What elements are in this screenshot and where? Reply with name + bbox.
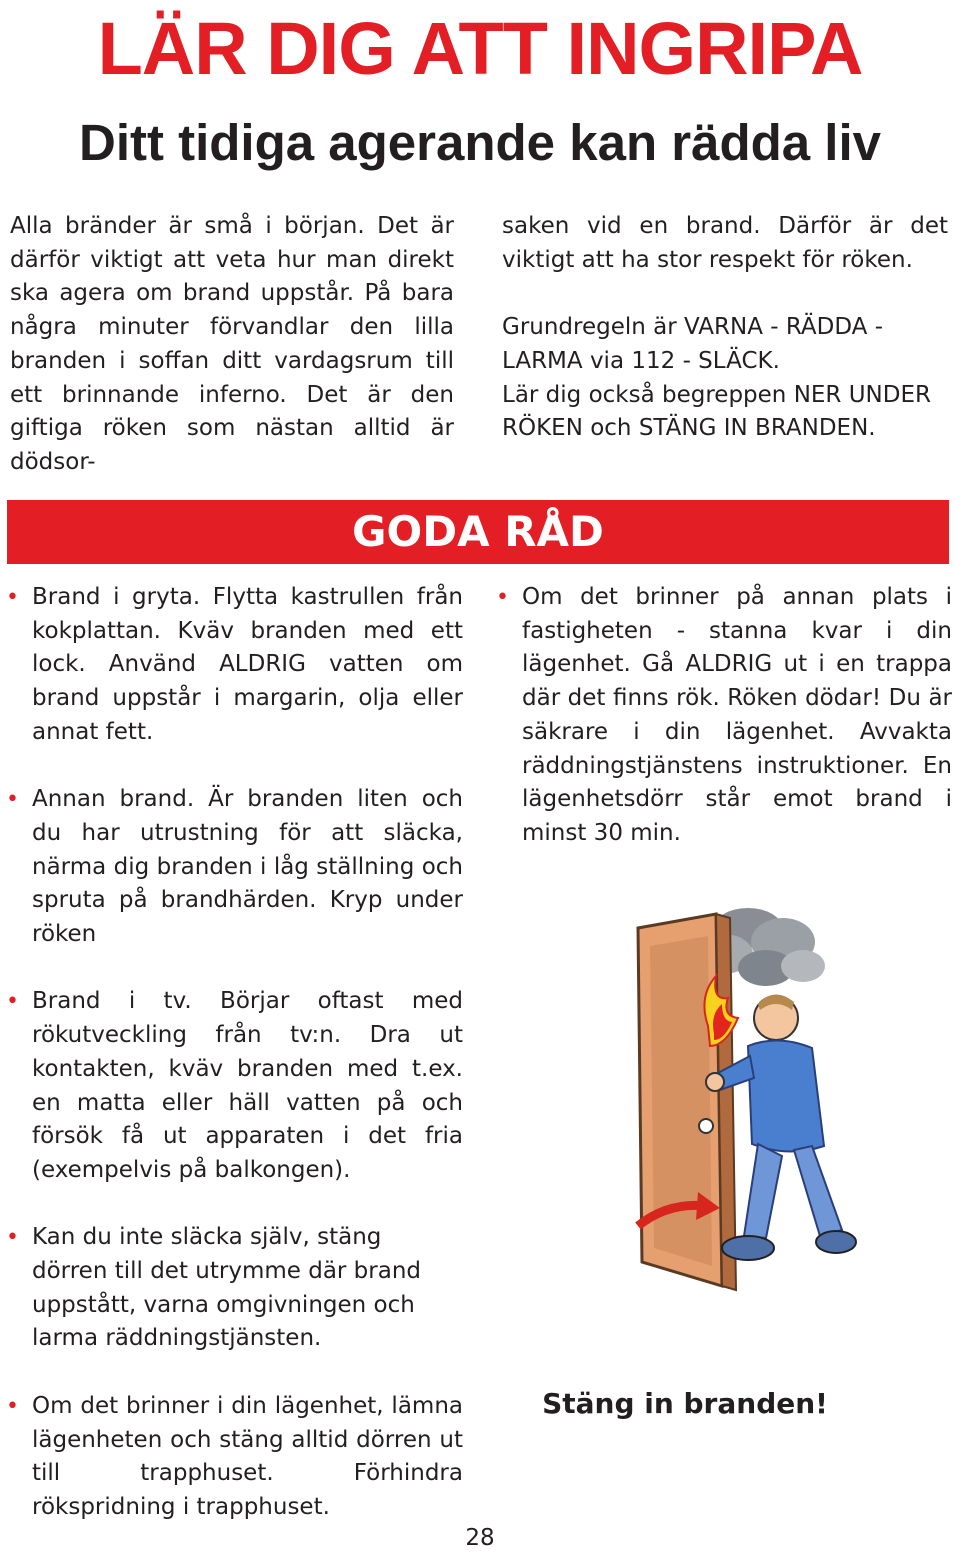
bullet-icon: • [6,1393,19,1419]
concepts-paragraph: Lär dig också begreppen NER UNDER RÖKEN och STÄNG IN BRANDEN. [502,381,931,442]
tip-item [6,783,463,952]
tip-item [6,581,463,750]
tip-item [6,985,463,1187]
tips-left-list [6,581,463,1558]
door [638,914,736,1290]
intro-paragraph-continued: saken vid en brand. Därför är det viktigt att ha stor respekt för röken. [502,213,948,273]
section-banner: GODA RÅD [7,500,949,564]
tip-text: Om det brinner i din lägenhet, lämna lägenheten och stäng alltid dörren ut till trapphuset. Förhindra rökspridning i trapphuset. [32,1392,463,1520]
tip-text: Annan brand. Är branden liten och du har utrustning för att släcka, närma dig branden i låg ställning och spruta på brandhärden. Kryp under röken [32,786,463,948]
bullet-icon: • [6,787,19,813]
tip-text: Brand i tv. Börjar oftast med rökutveckling från tv:n. Dra ut kontakten, kväv branden med t.ex. en matta eller häll vatten på och försök få ut apparaten i det fria (exempelvis på balkongen). [32,988,463,1183]
tip-item [6,1221,456,1356]
tip-item [496,581,952,851]
ground-rule-paragraph: Grundregeln är VARNA - RÄDDA - LARMA via 112 - SLÄCK. [502,314,884,374]
bullet-icon: • [6,1225,19,1251]
illustration-caption: Stäng in branden! [542,1387,828,1420]
tip-item [6,1390,463,1525]
intro-paragraph: Alla bränder är små i början. Det är därför viktigt att veta hur man direkt ska agera om brand uppstår. På bara några minuter förvandlar den lilla branden i soffan ditt vardagsrum till ett brinnande inferno. Det är den giftiga röken som nästan alltid är dödsor- [10,213,454,475]
bullet-icon: • [6,989,19,1015]
tip-text: Brand i gryta. Flytta kastrullen från kokplattan. Kväv branden med ett lock. Använd ALDRIG vatten om brand uppstår i margarin, olja eller annat fett. [32,584,463,745]
tip-text: Om det brinner på annan plats i fastigheten - stanna kvar i din lägenhet. Gå ALDRIG ut i en trappa där det finns rök. Röken dödar! Du är säkrare i din lägenhet. Avvakta räddningstjänstens instruktioner. En lägenhetsdörr står emot brand i minst 30 min. [522,584,952,846]
intro-right-column [502,210,948,446]
page-number: 28 [465,1525,495,1551]
closing-door-illustration [598,906,860,1302]
page-subtitle: Ditt tidiga agerande kan rädda liv [78,114,882,171]
tip-text: Kan du inte släcka själv, stäng dörren till det utrymme där brand uppstått, varna omgivningen och larma räddningstjänsten. [32,1224,422,1352]
bullet-icon: • [496,585,509,610]
tips-right-list [496,581,952,884]
bullet-icon: • [6,585,19,610]
page-title: LÄR DIG ATT INGRIPA [97,7,863,90]
intro-left-column [10,210,454,480]
